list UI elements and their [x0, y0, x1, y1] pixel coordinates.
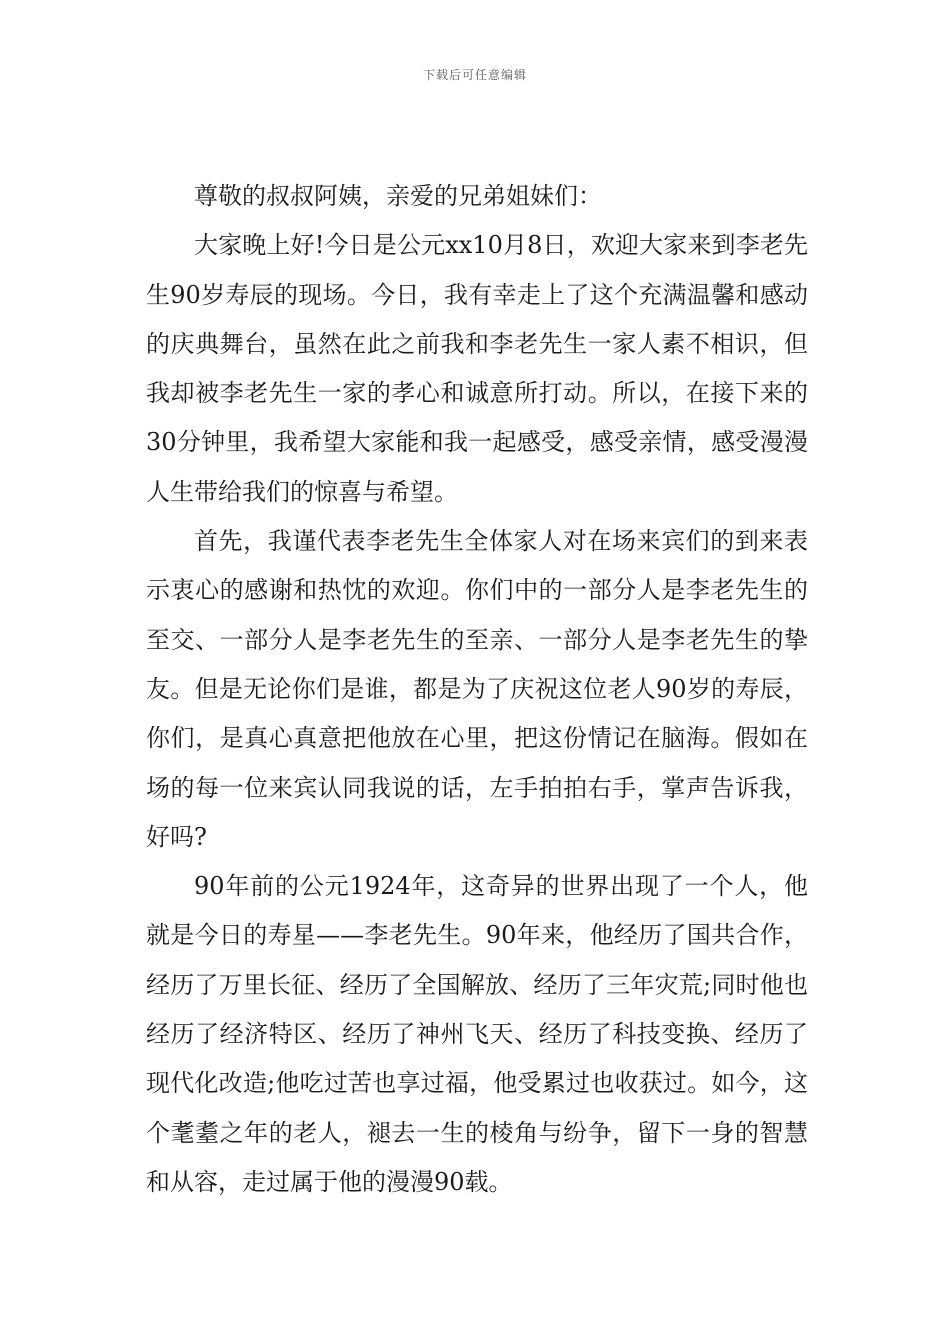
document-body: [146, 172, 808, 1207]
paragraph-welcome: 大家晚上好!今日是公元xx10月8日，欢迎大家来到李老先生90岁寿辰的现场。今日，我有幸走上了这个充满温馨和感动的庆典舞台，虽然在此之前我和李老先生一家人素不相识，但我却被李老先生一家的孝心和诚意所打动。所以，在接下来的30分钟里，我希望大家能和我一起感受，感受亲情，感受漫漫人生带给我们的惊喜与希望。: [146, 231, 808, 506]
page-header-note: 下载后可任意编辑: [422, 68, 527, 82]
paragraph-history: 90年前的公元1924年，这奇异的世界出现了一个人，他就是今日的寿星——李老先生。90年来，他经历了国共合作，经历了万里长征、经历了全国解放、经历了三年灾荒;同时他也经历了经济特区、经历了神州飞天、经历了科技变换、经历了现代化改造;他吃过苦也享过福，他受累过也收获过。如今，这个耄耋之年的老人，褪去一生的棱角与纷争，留下一身的智慧和从容，走过属于他的漫漫90载。: [146, 872, 808, 1196]
paragraph-thanks: 首先，我谨代表李老先生全体家人对在场来宾们的到来表示衷心的感谢和热忱的欢迎。你们中的一部分人是李老先生的至交、一部分人是李老先生的至亲、一部分人是李老先生的挚友。但是无论你们是谁，都是为了庆祝这位老人90岁的寿辰，你们，是真心真意把他放在心里，把这份情记在脑海。假如在场的每一位来宾认同我说的话，左手拍拍右手，掌声告诉我，好吗?: [146, 527, 808, 851]
paragraph-greeting: 尊敬的叔叔阿姨，亲爱的兄弟姐妹们：: [194, 182, 602, 210]
